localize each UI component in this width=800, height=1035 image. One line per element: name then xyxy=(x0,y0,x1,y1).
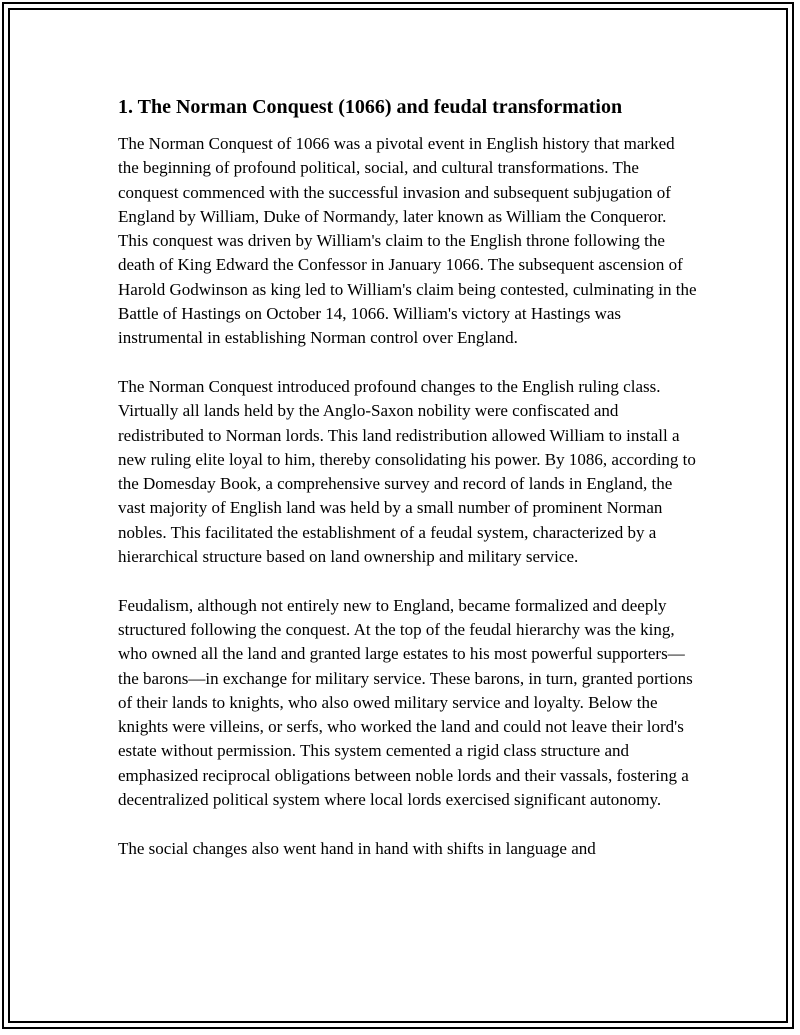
section-heading: 1. The Norman Conquest (1066) and feudal transformation xyxy=(118,96,623,118)
paragraph-social-changes: The social changes also went hand in hand with shifts in language and xyxy=(118,838,596,858)
paragraph-ruling-class: The Norman Conquest introduced profound changes to the English ruling class. Virtually all lands held by the Anglo-Saxon nobility were confiscated and redistributed to Norman lords. This land redistribution allowed William to install a new ruling elite loyal to him, thereby consolidating his power. By 1086, according to the Domesday Book, a comprehensive survey and record of lands in England, the vast majority of English land was held by a small number of prominent Norman nobles. This facilitated the establishment of a feudal system, characterized by a hierarchical structure based on land ownership and military service. xyxy=(118,376,696,567)
document-body xyxy=(118,94,698,861)
paragraph-feudalism: Feudalism, although not entirely new to England, became formalized and deeply structured following the conquest. At the top of the feudal hierarchy was the king, who owned all the land and granted large estates to his most powerful supporters—the barons—in exchange for military service. These barons, in turn, granted portions of their lands to knights, who also owed military service and loyalty. Below the knights were villeins, or serfs, who worked the land and could not leave their lord's estate without permission. This system cemented a rigid class structure and emphasized reciprocal obligations between noble lords and their vassals, fostering a decentralized political system where local lords exercised significant autonomy. xyxy=(118,595,693,810)
paragraph-norman-conquest: The Norman Conquest of 1066 was a pivotal event in English history that marked the beginning of profound political, social, and cultural transformations. The conquest commenced with the successful invasion and subsequent subjugation of England by William, Duke of Normandy, later known as William the Conqueror. This conquest was driven by William's claim to the English throne following the death of King Edward the Confessor in January 1066. The subsequent ascension of Harold Godwinson as king led to William's claim being contested, culminating in the Battle of Hastings on October 14, 1066. William's victory at Hastings was instrumental in establishing Norman control over England. xyxy=(118,134,697,348)
